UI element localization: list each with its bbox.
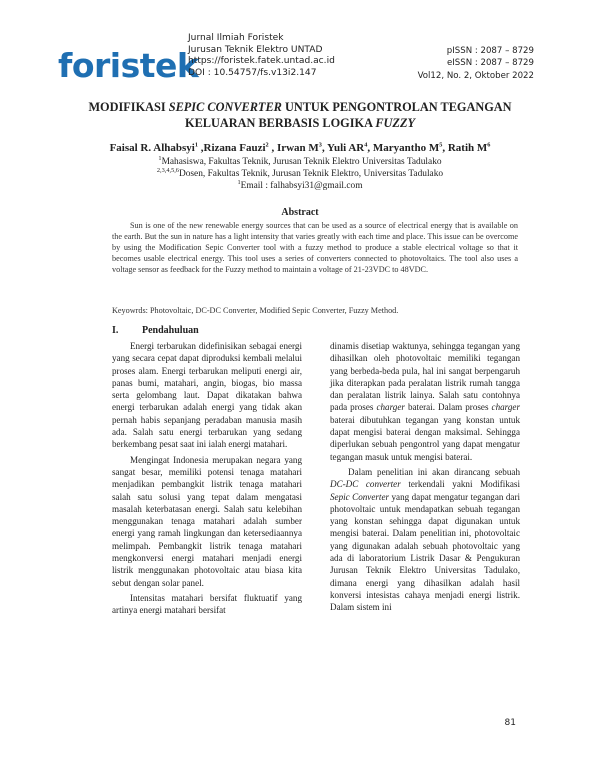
author: Yuli $AR^4$, — [327, 141, 373, 154]
title-part: KELUARAN BERBASIS LOGIKA — [185, 116, 373, 130]
pissn: pISSN : 2087 – 8729 — [446, 46, 534, 56]
keywords: Keyowrds: Photovoltaic, DC-DC Converter, Modified Sepic Converter, Fuzzy Method. — [112, 306, 399, 315]
issn-info — [418, 45, 534, 82]
page-number: 81 — [504, 718, 516, 728]
affiliations — [60, 156, 540, 193]
journal-department: Jurusan Teknik Elektro UNTAD — [188, 44, 323, 55]
journal-info — [188, 33, 335, 79]
journal-url[interactable]: https://foristek.fatek.untad.ac.id — [188, 56, 335, 67]
affiliation-student: $^1$Mahasiswa, Fakultas Teknik, Jurusan Teknik Elektro Universitas Tadulako — [158, 154, 442, 167]
title-part: UNTUK PENGONTROLAN TEGANGAN — [284, 100, 512, 114]
paragraph: Dalam penelitian ini akan dirancang sebuah DC-DC converter terkendali yakni Modifikasi Sepic Converter yang dapat mengatur tegangan dari photovoltaic untuk mendapatkan sebuah tegangan yang konstan sehingga dapat digunakan untuk mengisi baterai. Dalam penelitian ini, photovoltaic yang digunakan adalah sebuah photovoltaic yang ada di laboratorium Listrik Dasar & Pengukuran Jurusan Teknik Elektro Universitas Tadulako, dimana energi yang dihasilkan adalah hasil konversi intesistas cahaya menjadi energi listrik. Dalam sistem ini — [330, 466, 521, 613]
body-column-right — [330, 340, 520, 617]
author: Ratih $M^6$ — [447, 141, 491, 154]
article-title — [60, 99, 540, 131]
paragraph: Energi terbarukan didefinisikan sebagai energi yang secara cepat dapat diproduksi kembali melalui proses alam. Energi terbarukan meliputi energi air, panas bumi, matahari, angin, biogas, bio massa serta gelombang laut. Dapat dikatakan bahwa energi terbarukan adalah energi yang tidak akan pernah habis sepanjang peradaban manusia masih ada. Salah satu energi terbarukan yang sedang berkembang pesat saat ini ialah energi matahari. — [112, 341, 302, 450]
paragraph: Mengingat Indonesia merupakan negara yang sangat besar, memiliki potensi tenaga matahari menjadikan pembangkit listrik tenaga matahari salah satu solusi yang tepat dalam mengatasi masalah keterbatasan energi. Salah satu kelebihan menggunakan tenaga matahari adalah sumber energi yang ramah lingkungan dan ketersediaannya melimpah. Pembangkit listrik tenaga matahari mengkonversi energi matahari menjadi energi listrik menggunakan photovoltaic atau biasa kita sebut dengan solar panel. — [112, 454, 302, 588]
author-list — [60, 142, 540, 155]
eissn: eISSN : 2087 – 8729 — [446, 58, 534, 69]
journal-logo: foristek — [58, 46, 199, 85]
volume-issue: Vol12, No. 2, Oktober 2022 — [417, 70, 534, 81]
author-email[interactable]: $^1$Email : falhabsyi31@gmail.com — [237, 179, 363, 192]
paragraph: Intensitas matahari bersifat fluktuatif yang artinya energi matahari bersifat — [112, 592, 302, 616]
paragraph: dinamis disetiap waktunya, sehingga tegangan yang dihasilkan oleh photovoltaic memiliki tegangan yang berbeda-beda pula, hal ini sangat berpengaruh jika diterapkan pada peralatan listrik rumah tangga dan peralatan listrik lainya. Salah satu contohnya pada proses charger baterai. Dalam proses charger baterai dibutuhkan tegangan yang konstan untuk dapat mengisi baterai dengan maksimal. Sehingga diperlukan sebuah pengontrol yang dapat mengatur tegangan masuk untuk mengisi baterai. — [330, 341, 520, 462]
title-part: MODIFIKASI — [88, 100, 166, 114]
author: Rizana Fauzi$^2$ , — [203, 141, 277, 154]
abstract-heading: Abstract — [281, 207, 319, 218]
journal-doi: DOI : 10.54757/fs.v13i2.147 — [188, 67, 317, 78]
journal-name: Jurnal Ilmiah Foristek — [188, 33, 284, 43]
author: Maryantho $M^5$, — [372, 141, 448, 154]
title-italic: FUZZY — [375, 116, 415, 130]
section-title: Pendahuluan — [142, 325, 199, 336]
body-column-left — [112, 340, 302, 620]
affiliation-lecturer: $^{2,3,4,5,6}$Dosen, Fakultas Teknik, Jurusan Teknik Elektro, Universitas Tadulako — [156, 167, 444, 180]
author: Irwan $M^3$, — [276, 141, 328, 154]
title-italic: SEPIC CONVERTER — [168, 100, 282, 114]
section-number: I. — [112, 325, 119, 336]
section-heading — [112, 325, 199, 336]
author: Faisal R. Alhabsyi$^1$ , — [109, 141, 204, 154]
abstract-body: Sun is one of the new renewable energy sources that can be used as a source of electrical energy that is available on the earth. But the sun in nature has a light intensity that varies greatly with each time and place. This issue can be overcome by using the Modification Sepic Converter tool with a fuzzy method to produce a stable electrical voltage so that it becomes usable electrical energy. This tool uses a series of converters connected to photovoltaics. The tool also uses a voltage sensor as feedback for the Fuzzy method to maintain a voltage of 21-23VDC to 48VDC. — [112, 221, 518, 274]
